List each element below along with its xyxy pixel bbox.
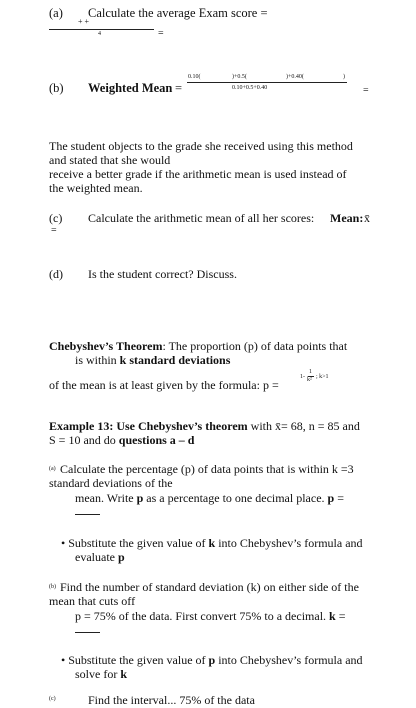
ex-a-line-3-bold: p <box>136 491 144 505</box>
example-xbar: x̄ <box>275 419 281 433</box>
example-with: with <box>250 419 272 433</box>
chebyshev-line-1 <box>49 339 347 354</box>
ex-b-line-3-text: p = 75% of the data. First convert 75% to a decimal. <box>75 609 327 623</box>
ex-b-bullet-dot: • <box>61 653 66 667</box>
ex-b-k-label: k <box>329 609 336 623</box>
part-b-fraction-bar <box>187 82 347 83</box>
example-line-2 <box>49 433 194 448</box>
ex-b-answer-blank[interactable] <box>75 632 100 633</box>
example-title: Example 13: Use Chebyshev’s theorem <box>49 419 248 433</box>
part-b-label: (b) <box>49 81 64 95</box>
ex-b-bullet-line-2 <box>75 667 127 682</box>
example-values-2: S = 10 and do <box>49 433 116 447</box>
ex-a-line-3 <box>75 491 344 506</box>
ex-b-bullet-bold-1: p <box>208 653 216 667</box>
chebyshev-line-2-start: is within <box>75 353 120 367</box>
ex-c-label: (c) <box>49 696 56 702</box>
part-c-mean-symbol: x̄ <box>364 211 370 225</box>
part-a-equals: = <box>158 28 164 39</box>
chebyshev-line-3: of the mean is at least given by the formula: p = <box>49 378 279 392</box>
part-a-label: (a) <box>49 6 63 20</box>
ex-a-answer-blank[interactable] <box>75 514 100 515</box>
ex-b-bullet-text-2: into Chebyshev’s formula and <box>218 653 363 667</box>
chebyshev-formula-one: 1- <box>300 374 305 380</box>
example-questions: questions a – d <box>118 433 195 447</box>
part-c-label: (c) <box>49 211 63 225</box>
part-a-fraction-bar <box>49 29 154 30</box>
chebyshev-formula-num: 1 <box>309 369 312 375</box>
ex-b-bullet-text-1: Substitute the given value of <box>68 653 206 667</box>
ex-b-bullet-bold-2: k <box>120 667 128 681</box>
paragraph-line-4: the weighted mean. <box>49 181 143 195</box>
chebyshev-line-2-bold: k standard deviations <box>119 353 231 367</box>
part-b-num-mid2: )+0.40( <box>286 74 304 80</box>
part-c-mean-label: Mean: <box>330 211 364 225</box>
ex-a-p-label: p <box>327 491 335 505</box>
ex-a-line-3-rest: as a percentage to one decimal place. <box>146 491 325 505</box>
part-b-equals-left: = <box>175 81 183 95</box>
part-d-text: Is the student correct? Discuss. <box>88 267 237 281</box>
ex-b-line-2: mean that cuts off <box>49 594 136 608</box>
part-a-question: Calculate the average Exam score = <box>88 6 268 20</box>
ex-a-bullet <box>61 536 363 551</box>
chebyshev-title: Chebyshev’s Theorem <box>49 339 163 353</box>
example-line-1 <box>49 419 360 434</box>
chebyshev-line-1-rest: : The proportion (p) of data points that <box>162 339 348 353</box>
example-values-1: = 68, n = 85 and <box>281 419 360 433</box>
ex-a-bullet-text-1: Substitute the given value of <box>68 536 206 550</box>
part-c-text: Calculate the arithmetic mean of all her scores: <box>88 211 315 225</box>
part-a-denominator: 4 <box>98 31 101 37</box>
chebyshev-formula-den: k² <box>307 377 312 383</box>
ex-a-bullet-line-2 <box>75 550 125 565</box>
chebyshev-line-2 <box>75 353 230 368</box>
ex-a-bullet-bold-1: k <box>208 536 216 550</box>
ex-b-label: (b) <box>49 584 56 590</box>
ex-c-cut-text: Find the interval... 75% of the data <box>88 693 255 707</box>
ex-b-k-equals: = <box>338 609 346 623</box>
part-b-title: Weighted Mean <box>88 81 173 95</box>
paragraph-line-1: The student objects to the grade she received using this method <box>49 139 353 153</box>
ex-b-line-1: Find the number of standard deviation (k) on either side of the <box>60 580 359 594</box>
part-b-num-start: 0.10( <box>188 74 201 80</box>
part-b-denominator: 0.10+0.5+0.40 <box>232 85 268 91</box>
part-b-num-mid: )+0.5( <box>232 74 247 80</box>
part-b-num-end: ) <box>343 74 345 80</box>
ex-b-bullet <box>61 653 363 668</box>
ex-a-bullet-line-2-text: evaluate <box>75 550 115 564</box>
ex-b-bullet-line-2-text: solve for <box>75 667 118 681</box>
part-a-fraction-marks: + + <box>78 17 90 26</box>
part-d-label: (d) <box>49 267 63 281</box>
ex-a-bullet-text-2: into Chebyshev’s formula and <box>218 536 363 550</box>
paragraph-line-2: and stated that she would <box>49 153 171 167</box>
ex-a-bullet-dot: • <box>61 536 66 550</box>
ex-a-p-equals: = <box>337 491 345 505</box>
part-b-equals-right: = <box>363 85 369 96</box>
part-c-equals: = <box>51 225 57 236</box>
chebyshev-formula-cond: ; k>1 <box>316 374 329 380</box>
ex-a-line-2: standard deviations of the <box>49 476 173 490</box>
ex-a-bullet-bold-2: p <box>117 550 125 564</box>
ex-a-line-1: Calculate the percentage (p) of data points that is within k =3 <box>60 462 354 476</box>
ex-a-line-3-start: mean. Write <box>75 491 134 505</box>
ex-b-line-3 <box>75 609 346 624</box>
ex-a-label: (a) <box>49 466 56 472</box>
paragraph-line-3: receive a better grade if the arithmetic mean is used instead of <box>49 167 347 181</box>
